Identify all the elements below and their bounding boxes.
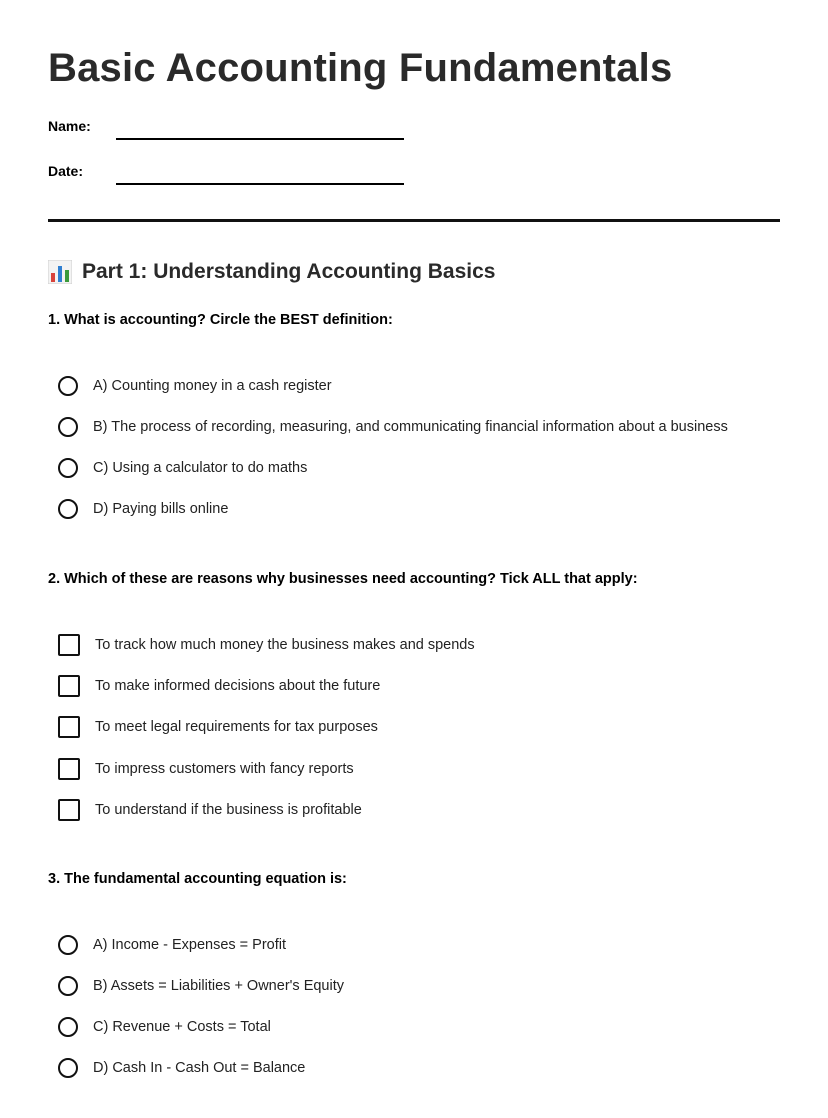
q2-option-1[interactable] [58,633,475,657]
radio-button[interactable] [58,417,78,437]
radio-button[interactable] [58,376,78,396]
radio-button[interactable] [58,976,78,996]
option-label: To meet legal requirements for tax purposes [95,719,378,735]
option-label: A) Counting money in a cash register [93,378,332,394]
option-label: A) Income - Expenses = Profit [93,937,287,953]
radio-button[interactable] [58,458,78,478]
radio-button[interactable] [58,499,78,519]
q1-option-a[interactable] [58,374,332,398]
question-1-text: 1. What is accounting? Circle the BEST definition: [48,312,393,328]
date-label: Date: [48,163,84,179]
option-label: To track how much money the business makes and spends [95,637,475,653]
section-title: Part 1: Understanding Accounting Basics [82,260,496,283]
name-label: Name: [48,118,91,134]
header-divider [48,219,780,222]
checkbox[interactable] [58,758,80,780]
radio-button[interactable] [58,1017,78,1037]
section-heading [48,258,495,286]
q1-option-c[interactable] [58,456,307,480]
q1-option-b[interactable] [58,415,728,439]
checkbox[interactable] [58,675,80,697]
bar-chart-icon [48,260,72,284]
q3-option-c[interactable] [58,1015,271,1039]
q2-option-3[interactable] [58,715,378,739]
question-3-text: 3. The fundamental accounting equation is: [48,871,347,887]
name-field-row [48,118,448,148]
option-label: C) Revenue + Costs = Total [93,1019,271,1035]
q3-option-d[interactable] [58,1056,305,1080]
option-label: D) Cash In - Cash Out = Balance [93,1060,306,1076]
option-label: To understand if the business is profitable [95,802,362,818]
q2-option-5[interactable] [58,798,362,822]
q1-option-d[interactable] [58,497,228,521]
q3-option-b[interactable] [58,974,344,998]
date-field-row [48,163,448,193]
option-label: B) The process of recording, measuring, and communicating financial information about a business [93,419,728,435]
checkbox[interactable] [58,799,80,821]
radio-button[interactable] [58,935,78,955]
date-input-line[interactable] [116,183,404,185]
q2-option-4[interactable] [58,757,354,781]
option-label: C) Using a calculator to do maths [93,460,308,476]
radio-button[interactable] [58,1058,78,1078]
option-label: To make informed decisions about the future [95,678,381,694]
q3-option-a[interactable] [58,933,286,957]
name-input-line[interactable] [116,138,404,140]
q2-option-2[interactable] [58,674,380,698]
option-label: B) Assets = Liabilities + Owner's Equity [93,978,344,994]
option-label: To impress customers with fancy reports [95,761,354,777]
checkbox[interactable] [58,634,80,656]
page-title: Basic Accounting Fundamentals [48,46,673,90]
question-2-text: 2. Which of these are reasons why businesses need accounting? Tick ALL that apply: [48,571,638,587]
option-label: D) Paying bills online [93,501,229,517]
checkbox[interactable] [58,716,80,738]
